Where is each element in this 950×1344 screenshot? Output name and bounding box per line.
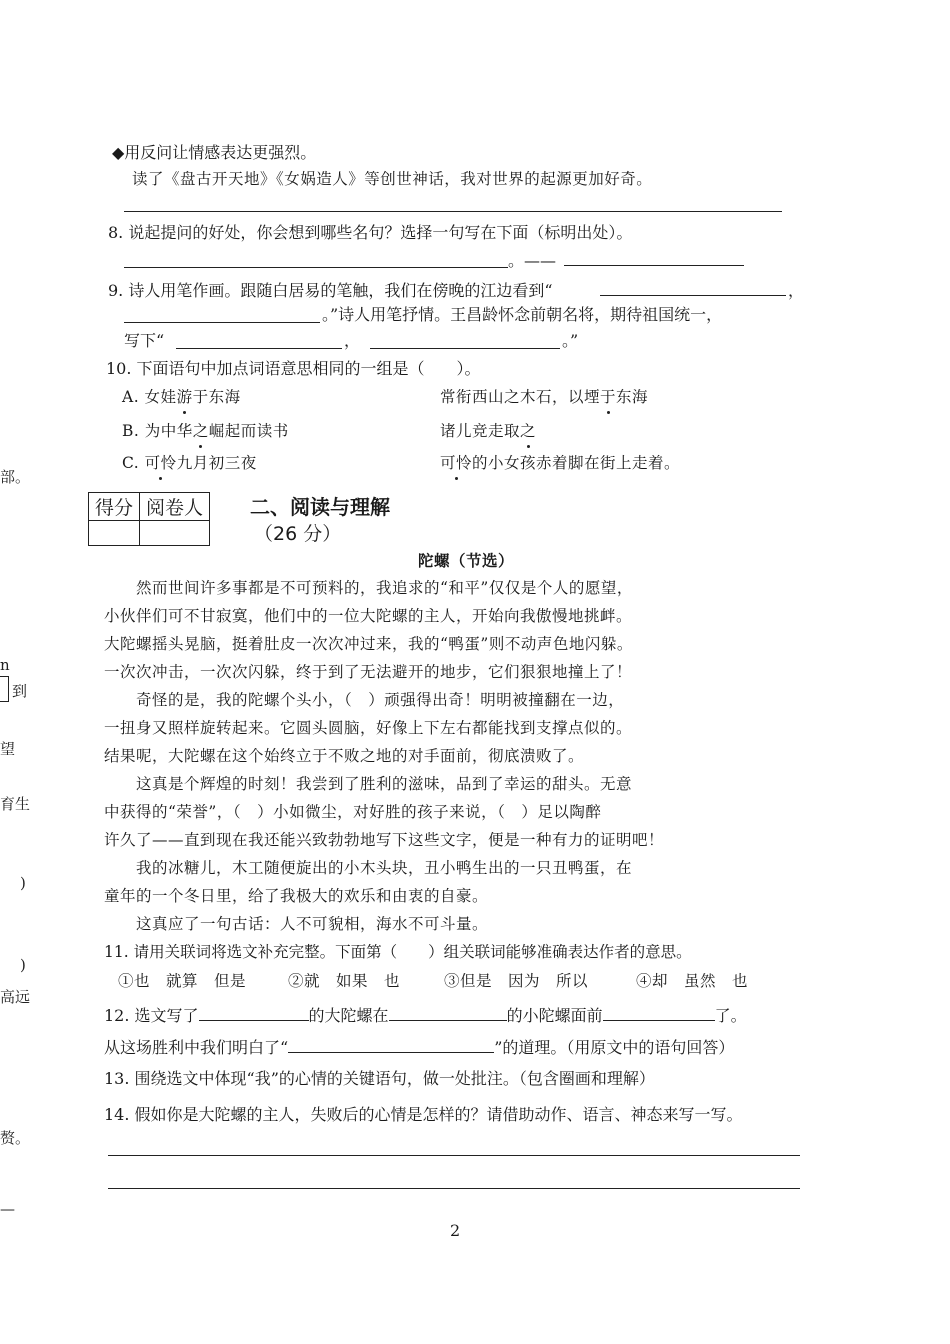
question-10: 10. 下面语句中加点词语意思相同的一组是（ ）。 xyxy=(106,359,481,378)
passage-line: 这真是个辉煌的时刻！我尝到了胜利的滋味，品到了幸运的甜头。无意 xyxy=(104,775,633,793)
question-11: 11. 请用关联词将选文补充完整。下面第（ ）组关联词能够准确表达作者的意思。 xyxy=(104,943,692,961)
passage-line: 这真应了一句古话：人不可貌相，海水不可斗量。 xyxy=(104,915,489,933)
dotted-word: 于 xyxy=(600,388,617,406)
question-14: 14. 假如你是大陀螺的主人，失败后的心情是怎样的？请借助动作、语言、神态来写一写。 xyxy=(104,1105,743,1124)
question-8: 8. 说起提问的好处，你会想到哪些名句？选择一句写在下面（标明出处）。 xyxy=(108,223,633,242)
q8-answer-line[interactable] xyxy=(124,267,508,268)
section-title: 二、阅读与理解 xyxy=(250,495,390,519)
q11-option: ②就 如果 也 xyxy=(288,972,401,990)
rq-sentence: 读了《盘古开天地》《女娲造人》等创世神话，我对世界的起源更加好奇。 xyxy=(132,170,653,188)
q9-blank-2[interactable] xyxy=(124,322,320,323)
q9-line-3-end: 。” xyxy=(562,331,579,350)
passage-title: 陀螺（节选） xyxy=(418,551,515,570)
passage-line: 许久了——直到现在我还能兴致勃勃地写下这些文字，便是一种有力的证明吧！ xyxy=(104,831,665,849)
q10-option-a-right: 常衔西山之木石，以堙于东海 xyxy=(440,388,649,406)
edge-fragment: 望 xyxy=(0,740,16,758)
q9-blank-1[interactable] xyxy=(600,295,786,296)
question-9: 9. 诗人用笔作画。跟随白居易的笔触，我们在傍晚的江边看到“ xyxy=(108,281,553,300)
passage-line: 然而世间许多事都是不可预料的，我追求的“和平”仅仅是个人的愿望， xyxy=(104,579,633,597)
edge-fragment: ) xyxy=(20,874,26,892)
edge-fragment: n xyxy=(0,656,10,674)
question-13: 13. 围绕选文中体现“我”的心情的关键语句，做一处批注。（包含圈画和理解） xyxy=(104,1069,655,1088)
passage-line: 奇怪的是，我的陀螺个头小，（ ）顽强得出奇！明明被撞翻在一边， xyxy=(104,691,625,709)
q8-dash: 。—— xyxy=(508,251,557,270)
score-label: 得分 xyxy=(89,493,140,521)
q14-answer-line[interactable] xyxy=(108,1155,800,1156)
q10-option-b-left: B. 为中华之崛起而读书 xyxy=(122,422,289,440)
page-number: 2 xyxy=(450,1221,461,1240)
score-box xyxy=(88,492,210,546)
question-12-line-2: 从这场胜利中我们明白了“ ”的道理。（用原文中的语句回答） xyxy=(104,1038,735,1057)
q11-option: ④却 虽然 也 xyxy=(636,972,749,990)
q10-option-b-right: 诸儿竞走取之 xyxy=(440,422,537,440)
edge-fragment: — xyxy=(0,1200,15,1218)
q9-blank-4[interactable] xyxy=(370,348,560,349)
passage-line: 大陀螺摇头晃脑，挺着肚皮一次次冲过来，我的“鸭蛋”则不动声色地闪躲。 xyxy=(104,635,633,653)
q11-option: ①也 就算 但是 xyxy=(118,972,247,990)
q9-line-3-start: 写下“ xyxy=(124,331,165,350)
q10-option-c-right: 可怜的小女孩赤着脚在街上走着。 xyxy=(440,454,681,472)
edge-fragment: 赘。 xyxy=(0,1129,31,1147)
dotted-word: 可怜 xyxy=(440,454,473,472)
passage-line: 小伙伴们可不甘寂寞，他们中的一位大陀螺的主人，开始向我傲慢地挑衅。 xyxy=(104,607,633,625)
q9-line-2: 。”诗人用笔抒情。王昌龄怀念前朝名将，期待祖国统一， xyxy=(322,305,723,324)
dotted-word: 之 xyxy=(520,422,537,440)
edge-fragment: 高远 xyxy=(0,988,31,1006)
passage-line: 童年的一个冬日里，给了我极大的欢乐和由衷的自豪。 xyxy=(104,887,489,905)
grader-cell[interactable] xyxy=(140,521,210,546)
passage-line: 一扭身又照样旋转起来。它圆头圆脑，好像上下左右都能找到支撑点似的。 xyxy=(104,719,633,737)
passage-line: 我的冰糖儿，木工随便旋出的小木头块，丑小鸭生出的一只丑鸭蛋，在 xyxy=(104,859,633,877)
edge-fragment: 部。 xyxy=(0,468,31,486)
dotted-word: 之 xyxy=(192,422,209,440)
score-cell[interactable] xyxy=(89,521,140,546)
rq-heading: ◆用反问让情感表达更强烈。 xyxy=(112,143,317,162)
q14-answer-line[interactable] xyxy=(108,1188,800,1189)
q9-line-3-comma: ， xyxy=(344,331,361,350)
answer-line[interactable] xyxy=(124,211,782,212)
q9-comma: ， xyxy=(788,281,805,300)
q12-blank-1[interactable] xyxy=(199,1004,309,1021)
grader-label: 阅卷人 xyxy=(140,493,210,521)
section-points: （26 分） xyxy=(254,523,342,545)
q12-blank-3[interactable] xyxy=(603,1004,715,1021)
edge-fragment: 育生 xyxy=(0,795,31,813)
q8-source-line[interactable] xyxy=(564,265,744,266)
dotted-word: 游 xyxy=(176,388,193,406)
edge-fragment: ) xyxy=(20,956,26,974)
passage-line: 一次次冲击，一次次闪躲，终于到了无法避开的地步，它们狠狠地撞上了！ xyxy=(104,663,633,681)
q9-blank-3[interactable] xyxy=(176,348,342,349)
q12-blank-2[interactable] xyxy=(389,1004,507,1021)
dotted-word: 可怜 xyxy=(144,454,177,472)
question-12: 12. 选文写了 的大陀螺在 的小陀螺面前 了。 xyxy=(104,1006,747,1025)
passage-line: 结果呢，大陀螺在这个始终立于不败之地的对手面前，彻底溃败了。 xyxy=(104,747,585,765)
q12-blank-4[interactable] xyxy=(288,1036,494,1053)
q11-option: ③但是 因为 所以 xyxy=(444,972,589,990)
edge-box xyxy=(0,676,9,702)
q10-option-c-left: C. 可怜九月初三夜 xyxy=(122,454,257,472)
edge-fragment: 到 xyxy=(12,682,28,700)
q10-option-a-left: A. 女娃游于东海 xyxy=(122,388,241,406)
passage-line: 中获得的“荣誉”，（ ）小如微尘，对好胜的孩子来说，（ ）足以陶醉 xyxy=(104,803,602,821)
